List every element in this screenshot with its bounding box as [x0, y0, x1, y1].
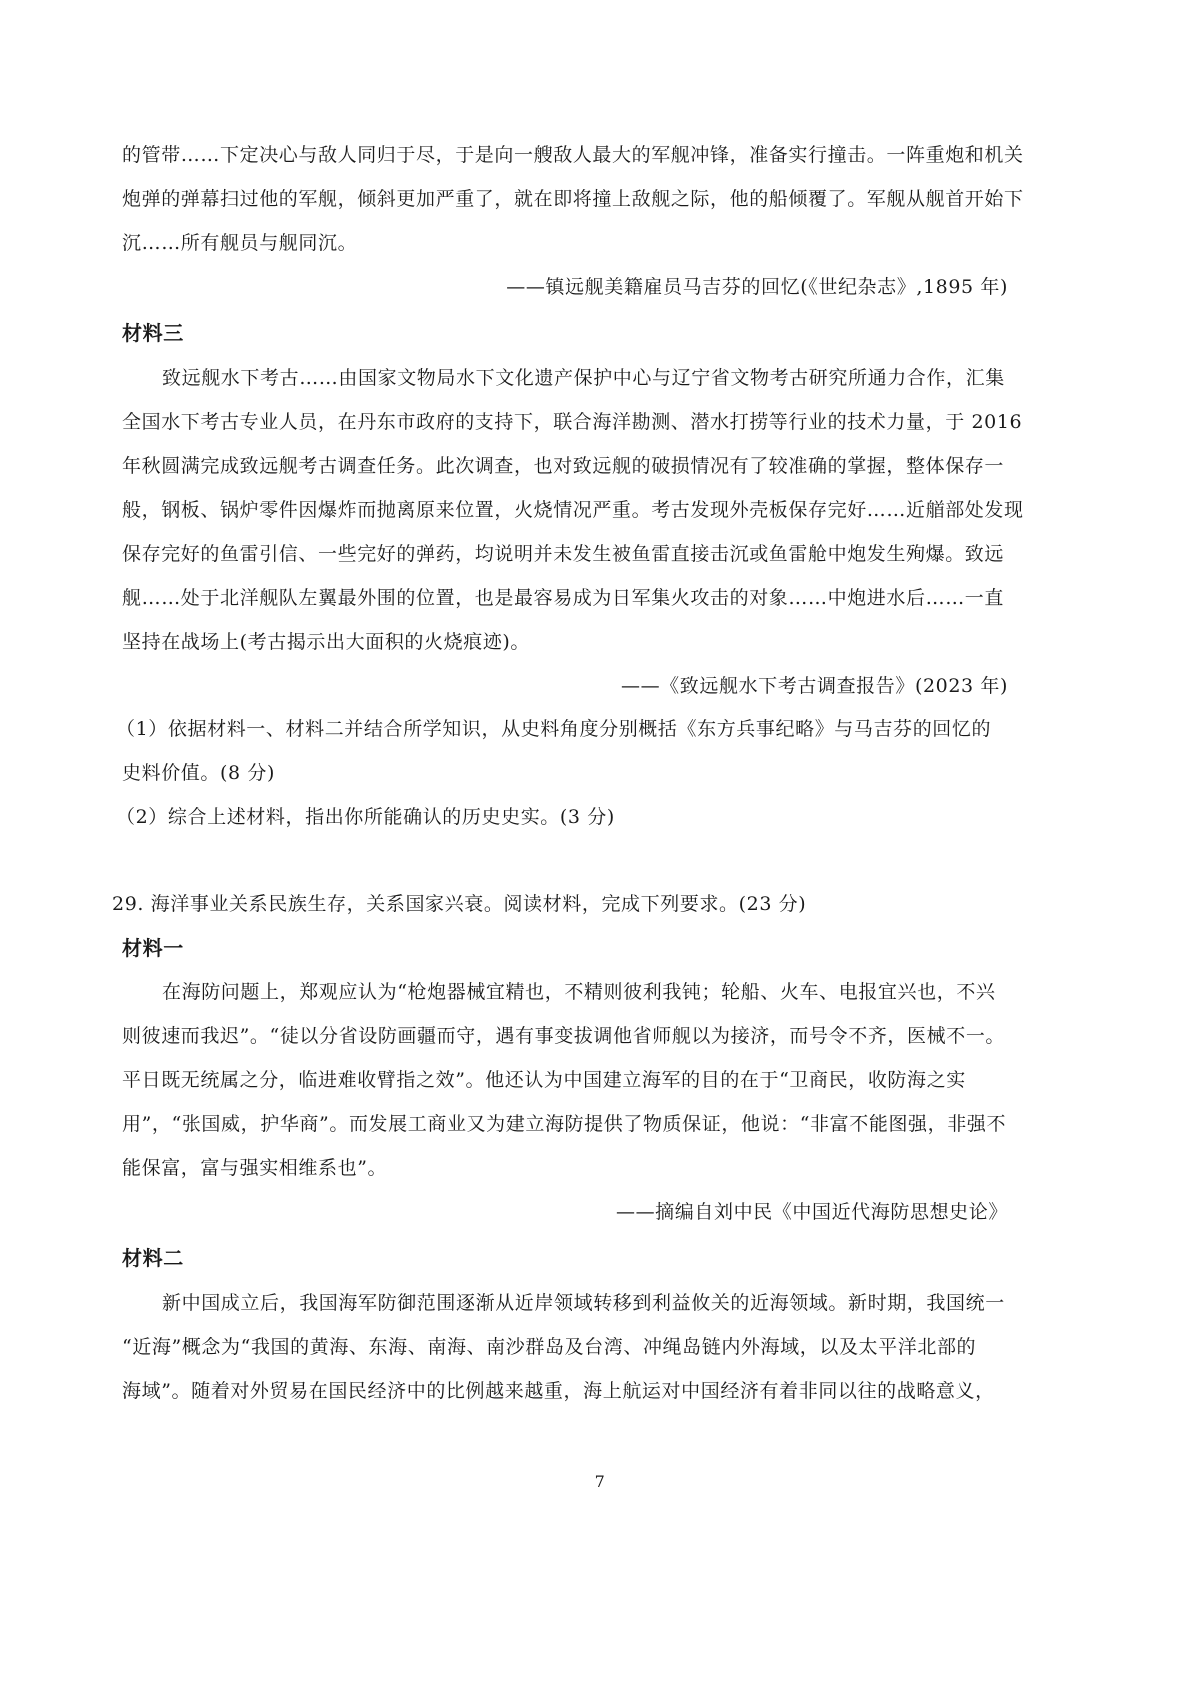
- q29-material1-line-3: 平日既无统属之分，临进难收臂指之效”。他还认为中国建立海军的目的在于“卫商民，收防海之实: [122, 1069, 966, 1091]
- passage-top-line-1: 的管带……下定决心与敌人同归于尽，于是向一艘敌人最大的军舰冲锋，准备实行撞击。一阵重炮和机关: [122, 144, 1024, 166]
- material3-line-6: 舰……处于北洋舰队左翼最外围的位置，也是最容易成为日军集火攻击的对象……中炮进水后……一直: [122, 587, 1005, 609]
- q29-material1-line-1: 在海防问题上，郑观应认为“枪炮器械宜精也，不精则彼利我钝；轮船、火车、电报宜兴也，不兴: [162, 981, 996, 1003]
- passage-top-citation: ——镇远舰美籍雇员马吉芬的回忆(《世纪杂志》,1895 年): [506, 276, 1008, 298]
- question-28-1-line-1: （1）依据材料一、材料二并结合所学知识，从史料角度分别概括《东方兵事纪略》与马吉芬的回忆的: [116, 718, 992, 740]
- q29-material2-line-3: 海域”。随着对外贸易在国民经济中的比例越来越重，海上航运对中国经济有着非同以往的战略意义，: [122, 1380, 995, 1402]
- material3-line-2: 全国水下考古专业人员，在丹东市政府的支持下，联合海洋勘测、潜水打捞等行业的技术力量，于 2016: [122, 411, 1023, 433]
- q29-material2-line-1: 新中国成立后，我国海军防御范围逐渐从近岸领域转移到利益攸关的近海领域。新时期，我国统一: [162, 1292, 1005, 1314]
- q29-material1-citation: ——摘编自刘中民《中国近代海防思想史论》: [615, 1201, 1008, 1223]
- q29-material1-heading: 材料一: [122, 936, 184, 960]
- material3-heading: 材料三: [122, 321, 184, 345]
- q29-material1-line-4: 用”，“张国威，护华商”。而发展工商业又为建立海防提供了物质保证，他说：“非富不能图强，非强不: [122, 1113, 1007, 1135]
- material3-citation: ——《致远舰水下考古调查报告》(2023 年): [620, 675, 1008, 697]
- material3-line-5: 保存完好的鱼雷引信、一些完好的弹药，均说明并未发生被鱼雷直接击沉或鱼雷舱中炮发生殉爆。致远: [122, 543, 1005, 565]
- q29-material1-line-5: 能保富，富与强实相维系也”。: [122, 1157, 388, 1179]
- material3-line-4: 般，钢板、锅炉零件因爆炸而抛离原来位置，火烧情况严重。考古发现外壳板保存完好……近艏部处发现: [122, 499, 1024, 521]
- passage-top-line-3: 沉……所有舰员与舰同沉。: [122, 232, 358, 254]
- question-28-2: （2）综合上述材料，指出你所能确认的历史史实。(3 分): [116, 806, 615, 828]
- material3-line-3: 年秋圆满完成致远舰考古调查任务。此次调查，也对致远舰的破损情况有了较准确的掌握，整体保存一: [122, 455, 1005, 477]
- q29-material1-line-2: 则彼速而我迟”。“徒以分省设防画疆而守，遇有事变拔调他省师舰以为接济，而号令不齐，医械不一。: [122, 1025, 1006, 1047]
- question-29-stem: 29. 海洋事业关系民族生存，关系国家兴衰。阅读材料，完成下列要求。(23 分): [112, 893, 807, 915]
- page-number: 7: [594, 1472, 606, 1491]
- question-28-1-line-2: 史料价值。(8 分): [122, 762, 275, 784]
- passage-top-line-2: 炮弹的弹幕扫过他的军舰，倾斜更加严重了，就在即将撞上敌舰之际，他的船倾覆了。军舰从舰首开始下: [122, 188, 1024, 210]
- material3-line-1: 致远舰水下考古……由国家文物局水下文化遗产保护中心与辽宁省文物考古研究所通力合作，汇集: [162, 367, 1005, 389]
- material3-line-7: 坚持在战场上(考古揭示出大面积的火烧痕迹)。: [122, 631, 531, 653]
- q29-material2-line-2: “近海”概念为“我国的黄海、东海、南海、南沙群岛及台湾、冲绳岛链内外海域，以及太平洋北部的: [122, 1336, 977, 1358]
- q29-material2-heading: 材料二: [122, 1246, 184, 1270]
